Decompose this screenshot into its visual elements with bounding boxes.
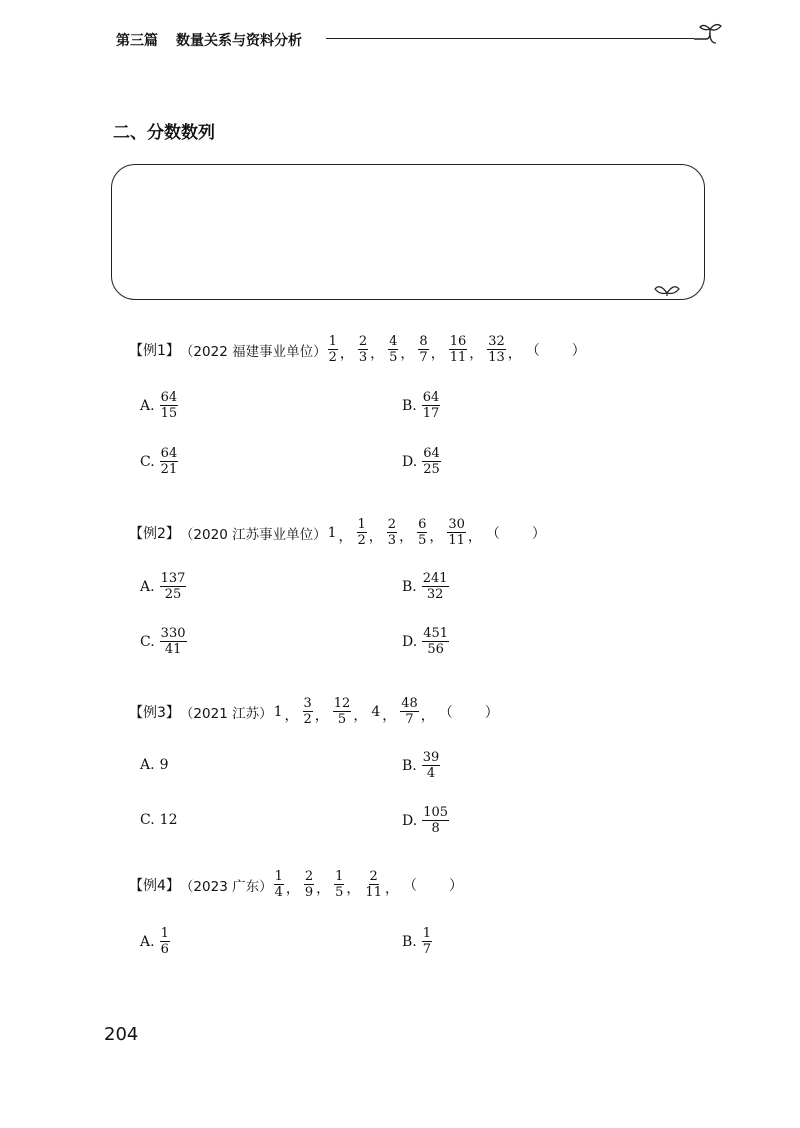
term-fraction: $\frac{1}{5}$ xyxy=(335,869,344,900)
term-fraction: $\frac{12}{5}$ xyxy=(333,696,351,727)
option-b[interactable]: B. $\frac{241}{32}$ xyxy=(402,571,448,602)
term-fraction: $\frac{30}{11}$ xyxy=(448,517,465,548)
term-fraction: $\frac{1}{2}$ xyxy=(357,517,366,548)
term-fraction: $\frac{6}{5}$ xyxy=(418,517,427,548)
question-stem: 【例1】 （2022 福建事业单位） $\frac{1}{2}$ ， $\frac{2}{3}$ ， $\frac{4}{5}$ ， $\frac{8}{7}$ ， $\frac{16}{11}$ ， $\frac{32}{13}$ ， （ ） xyxy=(129,334,586,365)
option-d[interactable]: D. $\frac{64}{25}$ xyxy=(402,446,440,477)
page-number: 204 xyxy=(104,1024,139,1045)
option-fraction: $\frac{64}{15}$ xyxy=(160,390,178,421)
option-fraction: $\frac{39}{4}$ xyxy=(422,750,440,781)
option-fraction: $\frac{64}{21}$ xyxy=(160,446,178,477)
question-stem: 【例2】 （2020 江苏事业单位） 1 ， $\frac{1}{2}$ ， $\frac{2}{3}$ ， $\frac{6}{5}$ ， $\frac{30}{11}$ ， （ ） xyxy=(129,517,546,548)
option-fraction: $\frac{241}{32}$ xyxy=(422,571,448,602)
question-source: （2022 福建事业单位） xyxy=(179,343,327,360)
note-box xyxy=(111,164,705,300)
term-fraction: $\frac{4}{5}$ xyxy=(389,334,398,365)
option-fraction: $\frac{330}{41}$ xyxy=(160,626,186,657)
option-c[interactable]: C. $\frac{330}{41}$ xyxy=(140,626,186,657)
question-label: 【例1】 xyxy=(129,342,180,359)
question-source: （2020 江苏事业单位） xyxy=(179,526,327,543)
sprout-icon xyxy=(692,21,726,47)
term-fraction: $\frac{2}{9}$ xyxy=(304,869,314,900)
option-value: 9 xyxy=(159,757,169,773)
header-part: 第三篇 xyxy=(116,33,158,49)
option-fraction: $\frac{1}{6}$ xyxy=(160,926,169,957)
option-fraction: $\frac{64}{17}$ xyxy=(422,390,440,421)
term-fraction: $\frac{48}{7}$ xyxy=(401,696,418,727)
option-a[interactable]: A. 9 xyxy=(140,757,169,773)
question-label: 【例3】 xyxy=(129,704,180,721)
term-fraction: $\frac{16}{11}$ xyxy=(449,334,467,365)
term-fraction: $\frac{3}{2}$ xyxy=(303,696,312,727)
question-stem: 【例4】 （2023 广东） $\frac{1}{4}$ ， $\frac{2}{9}$ ， $\frac{1}{5}$ ， $\frac{2}{11}$ ， （ ） xyxy=(129,869,463,900)
header-title: 数量关系与资料分析 xyxy=(176,33,302,49)
option-c[interactable]: C. 12 xyxy=(140,812,178,828)
question-source: （2021 江苏） xyxy=(179,705,273,722)
term-fraction: $\frac{8}{7}$ xyxy=(419,334,428,365)
option-a[interactable]: A. $\frac{137}{25}$ xyxy=(140,571,186,602)
question-label: 【例2】 xyxy=(129,525,180,542)
option-d[interactable]: D. $\frac{451}{56}$ xyxy=(402,626,449,657)
header-rule xyxy=(326,38,694,39)
option-a[interactable]: A. $\frac{64}{15}$ xyxy=(140,390,178,421)
term-fraction: $\frac{32}{13}$ xyxy=(488,334,505,365)
sprout-icon xyxy=(652,281,682,297)
option-value: 12 xyxy=(159,812,178,828)
option-b[interactable]: B. $\frac{64}{17}$ xyxy=(402,390,440,421)
option-b[interactable]: B. $\frac{39}{4}$ xyxy=(402,750,440,781)
term-integer: 1 xyxy=(327,524,337,541)
term-integer: 1 xyxy=(273,703,283,720)
running-header xyxy=(116,27,716,55)
option-b[interactable]: B. $\frac{1}{7}$ xyxy=(402,926,432,957)
term-integer: 4 xyxy=(371,703,381,720)
option-fraction: $\frac{1}{7}$ xyxy=(422,926,432,957)
term-fraction: $\frac{2}{3}$ xyxy=(358,334,368,365)
term-fraction: $\frac{2}{11}$ xyxy=(365,869,382,900)
term-fraction: $\frac{1}{4}$ xyxy=(274,869,283,900)
option-fraction: $\frac{137}{25}$ xyxy=(160,571,186,602)
option-fraction: $\frac{64}{25}$ xyxy=(423,446,440,477)
option-fraction: $\frac{451}{56}$ xyxy=(423,626,449,657)
question-stem: 【例3】 （2021 江苏） 1 ， $\frac{3}{2}$ ， $\frac{12}{5}$ ， 4 ， $\frac{48}{7}$ ， （ ） xyxy=(129,696,499,727)
option-fraction: $\frac{105}{8}$ xyxy=(423,805,449,836)
option-d[interactable]: D. $\frac{105}{8}$ xyxy=(402,805,449,836)
section-title: 二、分数数列 xyxy=(113,123,215,143)
option-a[interactable]: A. $\frac{1}{6}$ xyxy=(140,926,169,957)
term-fraction: $\frac{2}{3}$ xyxy=(387,517,397,548)
term-fraction: $\frac{1}{2}$ xyxy=(328,334,337,365)
question-source: （2023 广东） xyxy=(179,878,273,895)
option-c[interactable]: C. $\frac{64}{21}$ xyxy=(140,446,178,477)
question-label: 【例4】 xyxy=(129,877,180,894)
